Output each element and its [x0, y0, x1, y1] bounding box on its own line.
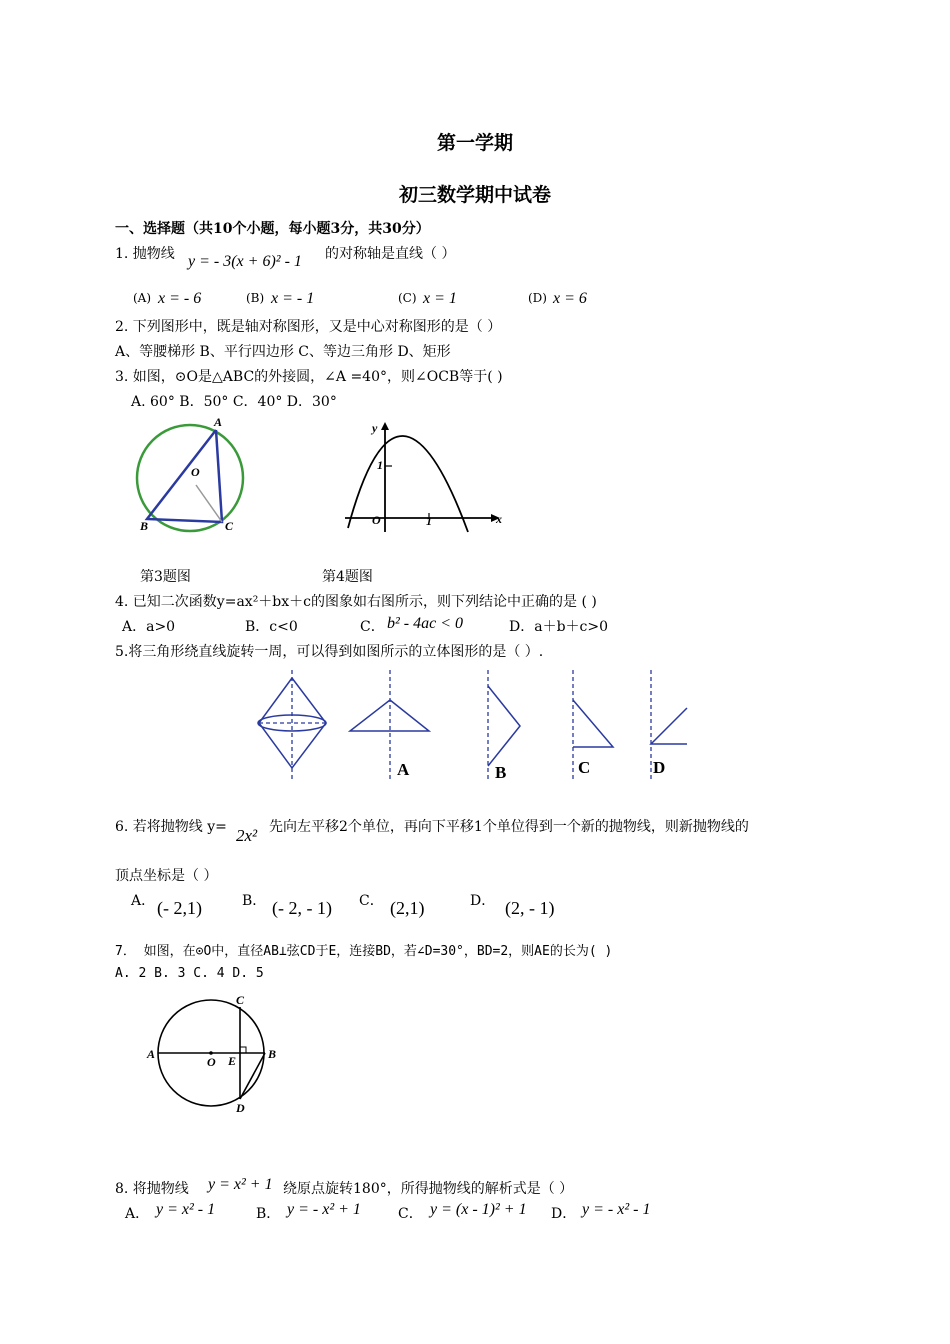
q7-label-e: E: [228, 1054, 237, 1068]
q1-option-d-value: x = 6: [553, 290, 587, 307]
q5-label-b: B: [495, 763, 507, 782]
q8-option-a-value: y = x² - 1: [156, 1201, 216, 1218]
q5-figure-c: [565, 670, 625, 780]
q4-fig-caption: 第4题图: [322, 569, 373, 585]
q4-axis-y-label: y: [372, 421, 378, 435]
q5-figure-a: [345, 670, 435, 780]
q6-option-d-value: (2, - 1): [505, 898, 555, 918]
q4-one-y: 1: [377, 458, 383, 472]
q8-option-b-value: y = - x² + 1: [287, 1201, 361, 1218]
q6-option-c-label: C．: [359, 893, 384, 909]
q4-option-d: D．a＋b＋c>0: [509, 619, 609, 635]
section-heading: 一、选择题（共10个小题，每小题3分，共30分）: [115, 221, 430, 237]
q1-option-b-value: x = - 1: [271, 290, 315, 307]
q7-label-b: B: [268, 1047, 277, 1061]
q6-option-b-label: B．: [242, 893, 267, 909]
q7-options: A. 2 B. 3 C. 4 D. 5: [115, 966, 264, 981]
q6-formula: 2x²: [236, 826, 258, 845]
q7-figure-circle: [155, 995, 280, 1110]
q8-option-c-label: C．: [398, 1206, 423, 1222]
page-title-exam: 初三数学期中试卷: [398, 184, 551, 206]
q4-axis-x-label: x: [496, 512, 502, 526]
q1-option-b-label: (B): [246, 291, 265, 305]
q6-option-a-value: (- 2,1): [157, 898, 202, 918]
q3-label-c: C: [225, 519, 234, 533]
q2-options: A、等腰梯形 B、平行四边形 C、等边三角形 D、矩形: [115, 344, 451, 360]
q6-option-a-label: A．: [131, 893, 156, 909]
q8-option-b-label: B．: [256, 1206, 281, 1222]
q1-option-a-label: (A): [133, 291, 152, 305]
q6-suffix: 先向左平移2个单位，再向下平移1个单位得到一个新的抛物线，则新抛物线的: [269, 819, 749, 835]
q4-option-c-formula: b² - 4ac < 0: [387, 615, 464, 632]
q8-option-a-label: A．: [125, 1206, 150, 1222]
q3-label-b: B: [140, 519, 149, 533]
q1-formula: y = - 3(x + 6)² - 1: [188, 253, 302, 270]
q2-stem: 2. 下列图形中，既是轴对称图形，又是中心对称图形的是（ ）: [115, 319, 502, 335]
q5-figure-d: [643, 670, 703, 780]
q4-option-b: B．c<0: [245, 619, 298, 635]
q1-suffix: 的对称轴是直线（ ）: [325, 246, 456, 262]
q1-prefix: 1. 抛物线: [115, 246, 175, 262]
q6-line2: 顶点坐标是（ ）: [115, 868, 218, 884]
q3-label-o: O: [191, 465, 200, 479]
q7-label-o: O: [207, 1055, 216, 1069]
q8-option-d-label: D．: [551, 1206, 577, 1222]
q7-label-a: A: [147, 1047, 156, 1061]
q3-fig-caption: 第3题图: [140, 569, 191, 585]
q5-figure-solid: [255, 670, 330, 785]
q5-stem: 5.将三角形绕直线旋转一周，可以得到如图所示的立体图形的是（ ）.: [115, 644, 544, 660]
q7-stem: 7． 如图，在⊙O中，直径AB⊥弦CD于E，连接BD，若∠D=30°，BD=2，则AE的长为( ): [115, 944, 613, 959]
q1-option-c-value: x = 1: [423, 290, 457, 307]
q4-option-c-label: C．: [360, 619, 385, 635]
q4-option-a: A．a>0: [122, 619, 176, 635]
q3-options: A. 60° B．50° C．40° D．30°: [131, 394, 337, 410]
q5-label-d: D: [653, 758, 666, 777]
q4-stem: 4. 已知二次函数y=ax²＋bx＋c的图象如右图所示，则下列结论中正确的是 ( ): [115, 594, 597, 610]
q6-prefix: 6. 若将抛物线 y=: [115, 819, 227, 835]
q7-label-d: D: [236, 1101, 245, 1115]
q3-label-a: A: [214, 415, 223, 429]
q1-option-d-label: (D): [528, 291, 547, 305]
q5-label-a: A: [397, 760, 410, 779]
q3-stem: 3. 如图，⊙O是△ABC的外接圆，∠A =40°，则∠OCB等于( ): [115, 369, 503, 385]
q1-option-a-value: x = - 6: [158, 290, 202, 307]
q4-origin-label: O: [372, 513, 381, 527]
q8-formula: y = x² + 1: [208, 1176, 273, 1193]
q5-label-c: C: [578, 758, 591, 777]
q1-option-c-label: (C): [398, 291, 417, 305]
q6-option-d-label: D．: [470, 893, 496, 909]
q8-suffix: 绕原点旋转180°，所得抛物线的解析式是（ ）: [283, 1181, 574, 1197]
q4-one-x: 1: [426, 514, 432, 528]
q7-label-c: C: [236, 993, 245, 1007]
q8-option-d-value: y = - x² - 1: [582, 1201, 651, 1218]
q4-figure-parabola: [340, 420, 510, 540]
q6-option-b-value: (- 2, - 1): [272, 898, 332, 918]
q6-option-c-value: (2,1): [390, 898, 425, 918]
q8-prefix: 8. 将抛物线: [115, 1181, 189, 1197]
page-title-term: 第一学期: [436, 132, 513, 154]
q8-option-c-value: y = (x - 1)² + 1: [430, 1201, 527, 1218]
